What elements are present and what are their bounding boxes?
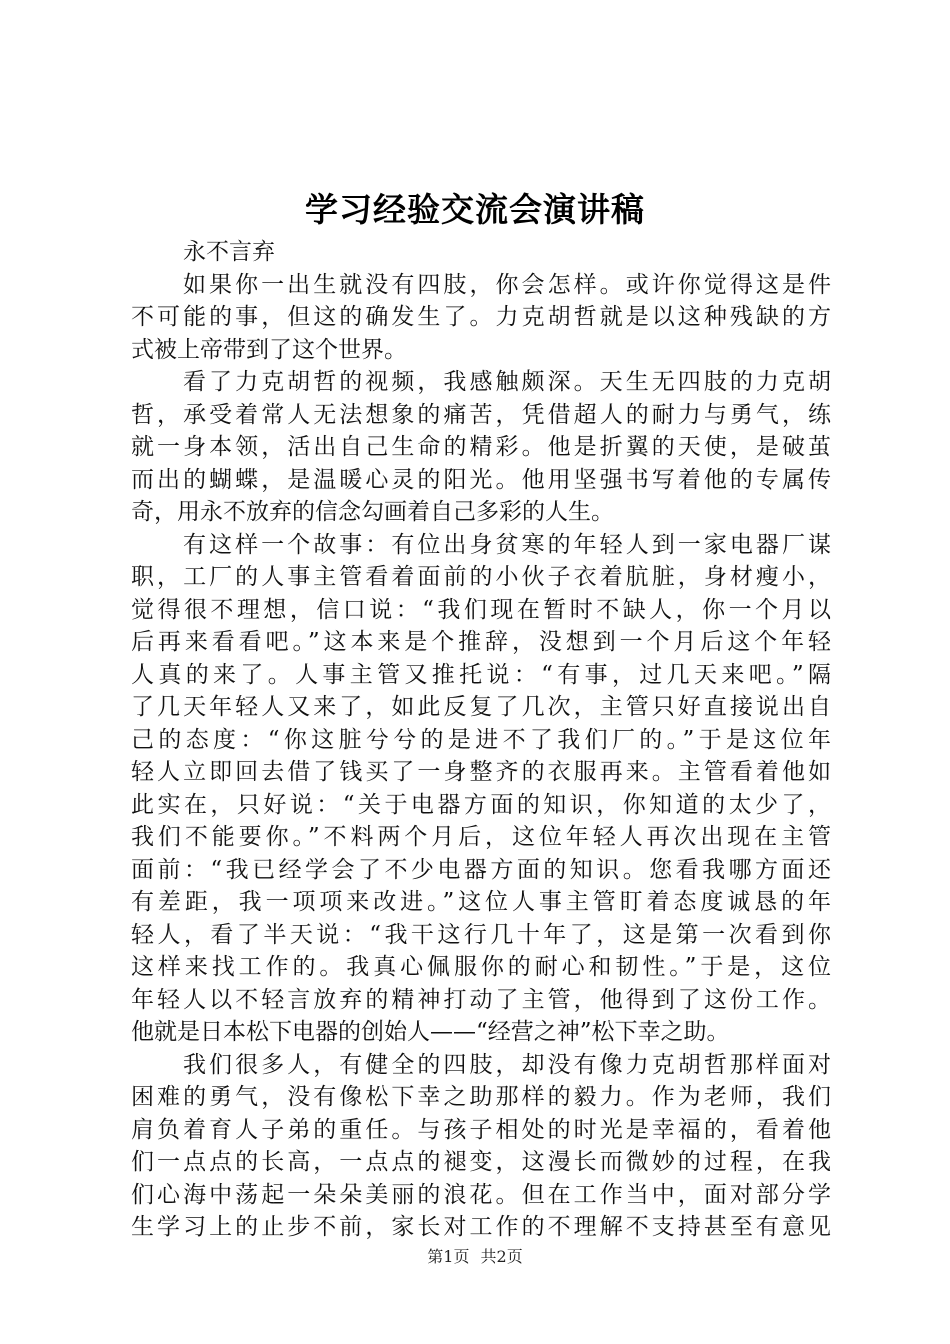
- document-subtitle: 永不言弃: [183, 239, 275, 265]
- paragraph-line: 己的态度：“你这脏兮兮的是进不了我们厂的。”于是这位年: [131, 726, 831, 753]
- page-footer: [0, 1246, 950, 1268]
- paragraph-line: 有差距，我一项项来改进。”这位人事主管盯着态度诚恳的年: [131, 889, 831, 915]
- paragraph-line: 而出的蝴蝶，是温暖心灵的阳光。他用坚强书写着他的专属传: [131, 466, 831, 493]
- paragraph-line: 如果你一出生就没有四肢，你会怎样。或许你觉得这是件: [183, 271, 831, 298]
- paragraph-line: 们一点点的长高，一点点的褪变，这漫长而微妙的过程，在我: [131, 1149, 831, 1175]
- paragraph-line: 轻人，看了半天说：“我干这行几十年了，这是第一次看到你: [131, 921, 831, 948]
- paragraph-line: 我们不能要你。”不料两个月后，这位年轻人再次出现在主管: [131, 824, 831, 850]
- paragraph-line: 肩负着育人子弟的重任。与孩子相处的时光是幸福的，看着他: [131, 1116, 831, 1143]
- paragraph-line: 这样来找工作的。我真心佩服你的耐心和韧性。”于是，这位: [131, 954, 831, 980]
- paragraph-line: 后再来看看吧。”这本来是个推辞，没想到一个月后这个年轻: [131, 629, 831, 655]
- paragraph-line: 们心海中荡起一朵朵美丽的浪花。但在工作当中，面对部分学: [131, 1181, 831, 1208]
- paragraph-line: 有这样一个故事：有位出身贫寒的年轻人到一家电器厂谋: [183, 531, 831, 558]
- document-body: [131, 236, 831, 1244]
- paragraph-line: 哲，承受着常人无法想象的痛苦，凭借超人的耐力与勇气，练: [131, 401, 831, 428]
- paragraph-line: 就一身本领，活出自己生命的精彩。他是折翼的天使，是破茧: [131, 434, 831, 460]
- paragraph-line: 奇，用永不放弃的信念勾画着自己多彩的人生。: [131, 499, 614, 525]
- paragraph-line: 他就是日本松下电器的创始人——“经营之神”松下幸之助。: [131, 1019, 730, 1045]
- paragraph-line: 了几天年轻人又来了，如此反复了几次，主管只好直接说出自: [131, 694, 831, 720]
- paragraph-line: 职，工厂的人事主管看着面前的小伙子衣着肮脏，身材瘦小，: [131, 564, 831, 590]
- page-total: 共2页: [480, 1247, 523, 1266]
- paragraph-line: 轻人立即回去借了钱买了一身整齐的衣服再来。主管看着他如: [131, 759, 831, 785]
- paragraph-line: 人真的来了。人事主管又推托说：“有事，过几天来吧。”隔: [131, 661, 831, 688]
- page-number: 第1页: [427, 1247, 470, 1266]
- paragraph-line: 困难的勇气，没有像松下幸之助那样的毅力。作为老师，我们: [131, 1084, 831, 1110]
- paragraph-line: 式被上帝带到了这个世界。: [131, 336, 407, 363]
- document-title: 学习经验交流会演讲稿: [305, 190, 645, 229]
- paragraph-line: 觉得很不理想，信口说：“我们现在暂时不缺人，你一个月以: [131, 596, 831, 623]
- paragraph-line: 年轻人以不轻言放弃的精神打动了主管，他得到了这份工作。: [131, 986, 831, 1013]
- paragraph-line: 看了力克胡哲的视频，我感触颇深。天生无四肢的力克胡: [183, 369, 831, 395]
- paragraph-line: 生学习上的止步不前，家长对工作的不理解不支持甚至有意见: [131, 1214, 831, 1240]
- paragraph-line: 面前：“我已经学会了不少电器方面的知识。您看我哪方面还: [131, 856, 831, 883]
- paragraph-line: 我们很多人，有健全的四肢，却没有像力克胡哲那样面对: [183, 1051, 831, 1078]
- paragraph-line: 不可能的事，但这的确发生了。力克胡哲就是以这种残缺的方: [131, 304, 831, 330]
- paragraph-line: 此实在，只好说：“关于电器方面的知识，你知道的太少了，: [131, 791, 831, 818]
